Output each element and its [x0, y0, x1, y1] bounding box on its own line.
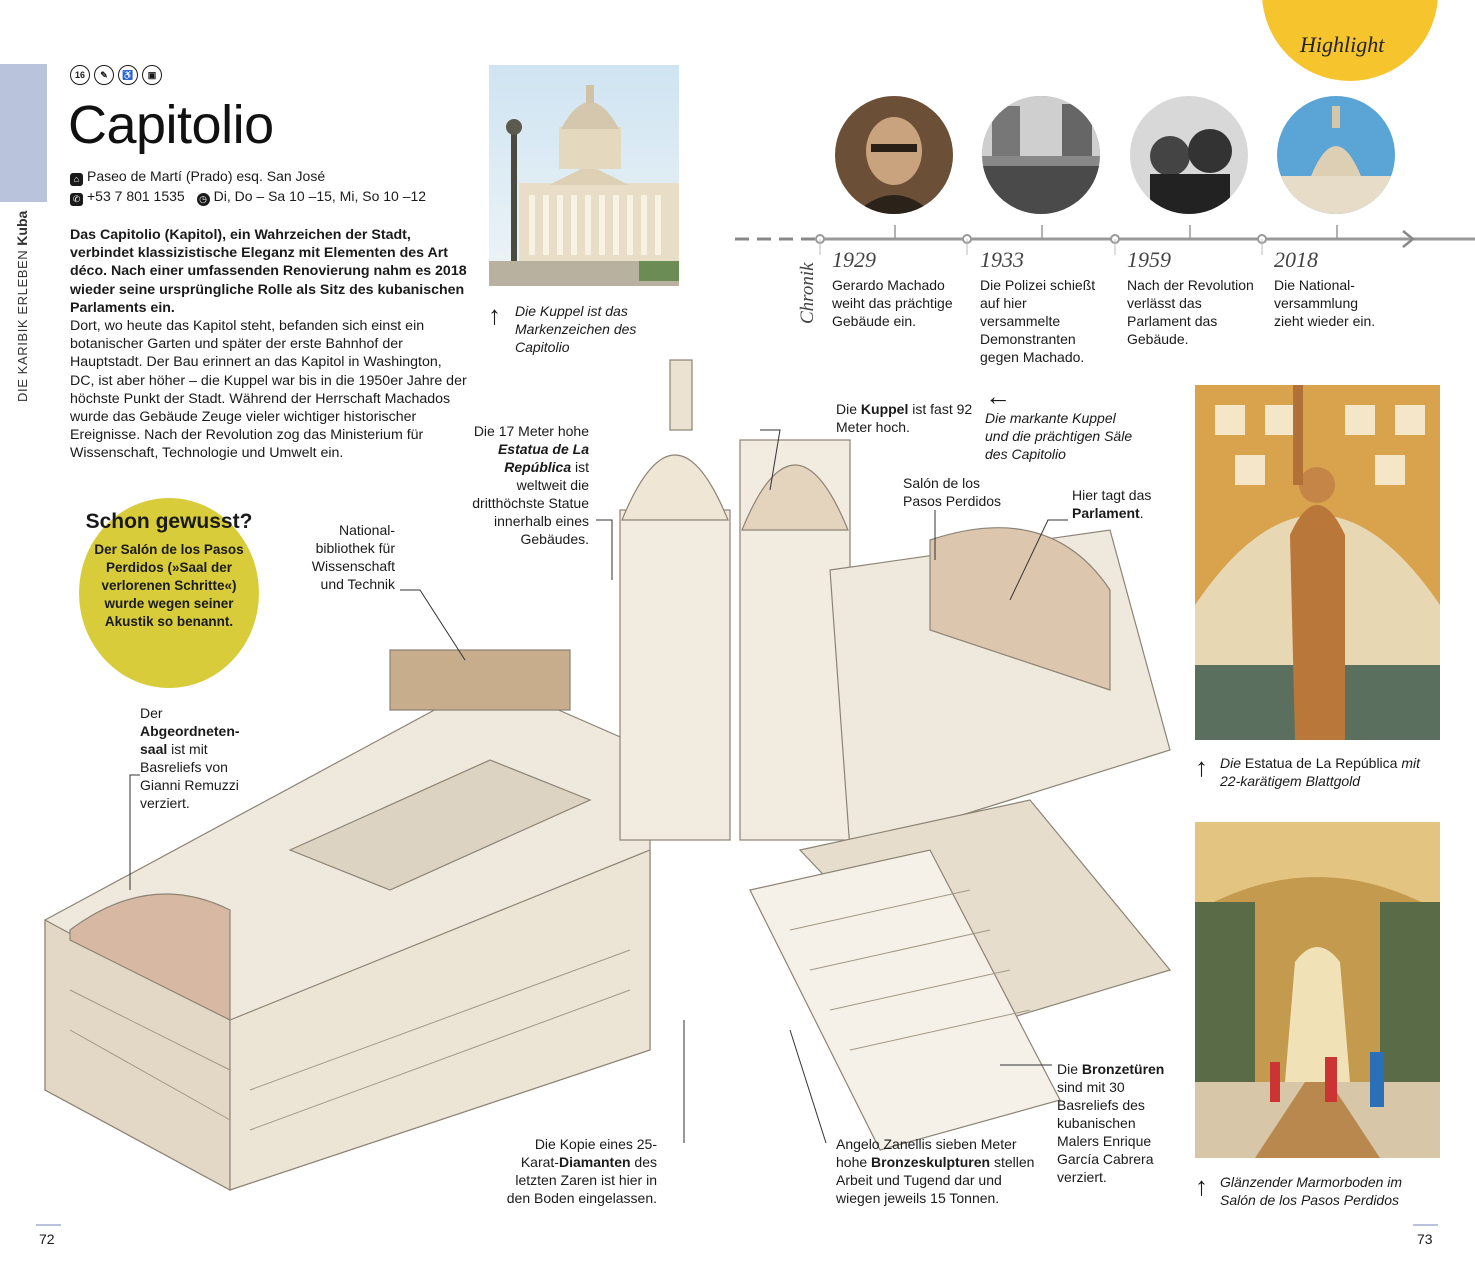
- page-rule-left: [36, 1224, 61, 1226]
- timeline-year: 2018: [1274, 247, 1318, 272]
- label-bibliothek: National-bibliothek für Wissenschaft und Technik: [311, 522, 395, 592]
- home-icon: ⌂: [70, 173, 83, 186]
- timeline-year: 1933: [980, 247, 1024, 272]
- label-salon: Salón de los Pasos Perdidos: [903, 475, 1002, 509]
- photo-caption-top: ↑ Die Kuppel ist das Markenzeichen des Capitolio: [488, 300, 637, 355]
- label-kuppel: Die Kuppel ist fast 92 Meter hoch.: [836, 401, 973, 435]
- label-diamant: Die Kopie eines 25-Karat-Diamanten des letzten Zaren ist hier in den Boden eingelassen.: [506, 1136, 657, 1206]
- label-abgeordneten: Der Abgeordneten-saal ist mit Basreliefs von Gianni Remuzzi verziert.: [140, 705, 240, 811]
- label-skulptur: Angelo Zanellis sieben Meter hohe Bronzeskulpturen stellen Arbeit und Tugend dar und wiegen jeweils 15 Tonnen.: [836, 1136, 1035, 1206]
- chapter-label: DIE KARIBIK ERLEBENKuba: [14, 210, 30, 402]
- timeline-text: Nach der Revolution verlässt das Parlament das Gebäude.: [1127, 277, 1254, 347]
- timeline-year: 1929: [832, 247, 876, 272]
- timeline-text: Gerardo Machado weiht das prächtige Gebäude ein.: [832, 277, 953, 329]
- arrow-up-icon: ↑: [1195, 752, 1208, 782]
- caption-kuppel: ← Die markante Kuppel und die prächtigen Säle des Capitolio: [985, 383, 1135, 463]
- body-text: Dort, wo heute das Kapitol steht, befanden sich einst ein botanischer Garten und später der erste Bahnhof der Hauptstadt. Der Bau erinnert an das Kapitol in Washington, DC, ist aber höher – die Kuppel war bis in die 1950er Jahre der höchste Punkt der Stadt. Während der Herrschaft Machados wurde das Gebäude Zeuge vieler wichtiger historischer Ereignisse. Nach der Revolution zog das Ministerium für Wissenschaft, Technologie und Umwelt ein.: [70, 318, 467, 462]
- label-statue: Die 17 Meter hohe Estatua de La República ist weltweit die dritthöchste Statue innerhalb eines Gebäudes.: [472, 423, 589, 547]
- shop-icon: ▣: [142, 65, 162, 85]
- page-rule-right: [1413, 1224, 1438, 1226]
- clock-icon: ◷: [197, 193, 210, 206]
- caption-salon: ↑ Glänzender Marmorboden im Salón de los Pasos Perdidos: [1195, 1171, 1403, 1208]
- estatua-photo: [1195, 385, 1440, 740]
- timeline-text: Die National-versammlung zieht wieder ein.: [1274, 277, 1376, 329]
- timeline-text: Die Polizei schießt auf hier versammelte Demonstranten gegen Machado.: [980, 277, 1096, 365]
- address-line: ⌂ Paseo de Martí (Prado) esq. San José: [70, 167, 325, 186]
- caption-estatua: ↑ Die Estatua de La República mit 22-karätigem Blattgold: [1195, 752, 1421, 789]
- fun-fact-text: Der Salón de los Pasos Perdidos (»Saal der verlorenen Schritte«) wurde wegen seiner Akustik so benannt.: [94, 542, 244, 629]
- wheelchair-icon: ♿: [118, 65, 138, 85]
- intro-text: Das Capitolio (Kapitol), ein Wahrzeichen der Stadt, verbindet klassizistische Eleganz mit Elementen des Art déco. Nach einer umfassenden Renovierung nahm es 2018 wieder seine ursprüngliche Rolle als Sitz des kubanischen Parlaments ein.: [70, 227, 467, 316]
- arrow-up-icon: ↑: [1195, 1171, 1208, 1201]
- label-tueren: Die Bronzetüren sind mit 30 Basreliefs des kubanischen Malers Enrique García Cabrera verziert.: [1057, 1061, 1165, 1185]
- contact-line: ✆ +53 7 801 1535 ◷ Di, Do – Sa 10 –15, Mi, So 10 –12: [70, 187, 426, 206]
- page-number-left: 72: [39, 1231, 55, 1247]
- arrow-left-icon: ←: [985, 381, 1011, 411]
- timeline-year: 1959: [1127, 247, 1171, 272]
- page-title: Capitolio: [68, 95, 274, 155]
- number-badge-icon: 16: [70, 65, 90, 85]
- label-parlament: Hier tagt das Parlament.: [1072, 487, 1152, 521]
- timeline-label: Chronik: [797, 262, 818, 324]
- ticket-icon: ✎: [94, 65, 114, 85]
- fun-fact-heading: Schon gewusst?: [85, 510, 253, 533]
- arrow-up-icon: ↑: [488, 300, 501, 330]
- phone-icon: ✆: [70, 193, 83, 206]
- highlight-label: Highlight: [1300, 32, 1385, 57]
- salon-photo: [1195, 822, 1440, 1158]
- page-number-right: 73: [1417, 1231, 1433, 1247]
